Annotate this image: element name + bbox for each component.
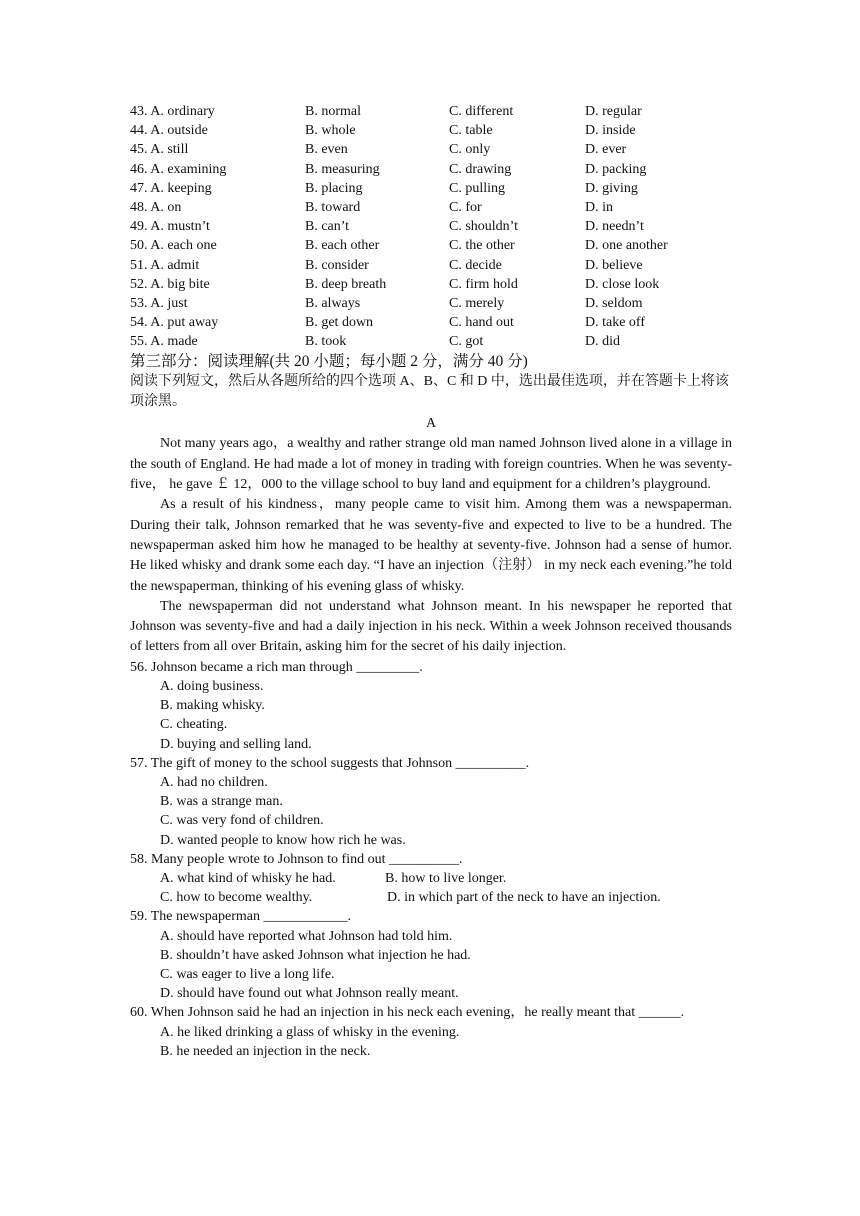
exam-page (130, 102, 732, 1061)
cloze-row-45 (130, 140, 732, 159)
passage-paragraph: As a result of his kindness，many people came to visit him. Among them was a newspaperman. During their talk, Johnson remarked that he was seventy-five and expected to live to be a hundred. The newspaperman asked him how he managed to be healthy at seventy-five. Johnson had a sense of humor. He liked whisky and drank some each day. “I have an injection（注射） in my neck each evening.”he told the newspaperman, thinking of his evening glass of whisky. (130, 497, 732, 594)
option-d: D. in which part of the neck to have an injection. (387, 890, 661, 906)
question-60 (130, 1003, 732, 1061)
option-b: B. even (305, 142, 348, 158)
question-stem: 56. Johnson became a rich man through _________. (130, 659, 423, 675)
option-c: C. decide (449, 257, 502, 273)
option-b: B. took (305, 334, 347, 350)
option-a: A. what kind of whisky he had. (160, 870, 336, 886)
option-d: D. ever (585, 142, 627, 158)
option-b: B. whole (305, 123, 356, 139)
option-b: B. was a strange man. (160, 794, 283, 810)
option-a: 45. A. still (130, 142, 189, 158)
question-58 (130, 850, 732, 908)
cloze-row-53 (130, 294, 732, 313)
option-d: D. should have found out what Johnson really meant. (160, 986, 459, 1002)
option-a: 43. A. ordinary (130, 104, 215, 119)
option-a: 44. A. outside (130, 123, 208, 139)
option-d: D. seldom (585, 295, 643, 311)
option-d: D. buying and selling land. (160, 736, 312, 752)
option-c: C. cheating. (160, 717, 228, 733)
option-c: C. pulling (449, 180, 506, 196)
option-c: C. got (449, 334, 484, 350)
option-b: B. always (305, 295, 361, 311)
cloze-row-44 (130, 121, 732, 140)
section-directions: 阅读下列短文，然后从各题所给的四个选项 A、B、C 和 D 中，选出最佳选项，并在答题卡上将该项涂黑。 (130, 374, 729, 410)
option-b: B. consider (305, 257, 369, 273)
option-b: B. get down (305, 315, 374, 331)
passage-paragraph: Not many years ago，a wealthy and rather strange old man named Johnson lived alone in a village in the south of England. He had made a lot of money in trading with foreign countries. When he was seventy-five， he gave ￡ 12，000 to the village school to buy land and equipment for a children’s playground. (130, 436, 732, 493)
cloze-options (130, 102, 732, 351)
option-c: C. merely (449, 295, 505, 311)
option-d: D. regular (585, 104, 642, 119)
option-a: 48. A. on (130, 199, 182, 215)
option-d: D. inside (585, 123, 636, 139)
option-b: B. normal (305, 104, 361, 119)
option-a: A. should have reported what Johnson had told him. (160, 928, 453, 944)
option-b: B. how to live longer. (385, 870, 507, 886)
passage-label: A (425, 416, 437, 432)
question-57 (130, 754, 732, 850)
option-c: C. drawing (449, 161, 512, 177)
cloze-row-54 (130, 313, 732, 332)
option-d: D. one another (585, 238, 668, 254)
option-a: 55. A. made (130, 334, 198, 350)
cloze-row-48 (130, 198, 732, 217)
section-title: 第三部分：阅读理解(共 20 小题；每小题 2 分，满分 40 分) (130, 353, 528, 371)
option-d: D. close look (585, 276, 660, 292)
question-stem: 59. The newspaperman ____________. (130, 909, 351, 925)
option-b: B. he needed an injection in the neck. (160, 1043, 371, 1059)
option-c: C. only (449, 142, 491, 158)
option-d: D. in (585, 199, 613, 215)
option-a: A. he liked drinking a glass of whisky in the evening. (160, 1024, 460, 1040)
option-c: C. how to become wealthy. (160, 890, 313, 906)
question-59 (130, 907, 732, 1003)
option-c: C. hand out (449, 315, 514, 331)
option-b: B. measuring (305, 161, 380, 177)
cloze-row-49 (130, 217, 732, 236)
option-d: D. did (585, 334, 620, 350)
question-56 (130, 658, 732, 754)
option-a: 53. A. just (130, 295, 188, 311)
option-d: D. believe (585, 257, 643, 273)
option-d: D. wanted people to know how rich he was. (160, 832, 406, 848)
option-row (130, 888, 732, 907)
question-stem: 57. The gift of money to the school suggests that Johnson __________. (130, 755, 530, 771)
cloze-row-52 (130, 275, 732, 294)
option-c: C. shouldn’t (449, 219, 518, 235)
option-d: D. needn’t (585, 219, 644, 235)
option-a: 49. A. mustn’t (130, 219, 210, 235)
cloze-row-47 (130, 179, 732, 198)
option-c: C. firm hold (449, 276, 518, 292)
cloze-row-51 (130, 256, 732, 275)
option-d: D. take off (585, 315, 645, 331)
cloze-row-43 (130, 102, 732, 121)
option-b: B. shouldn’t have asked Johnson what injection he had. (160, 947, 471, 963)
question-stem: 60. When Johnson said he had an injection in his neck each evening，he really meant that ______. (130, 1005, 685, 1021)
option-c: C. was eager to live a long life. (160, 966, 335, 982)
option-a: 51. A. admit (130, 257, 200, 273)
option-row (130, 869, 732, 888)
option-d: D. packing (585, 161, 647, 177)
option-a: A. doing business. (160, 678, 264, 694)
option-b: B. placing (305, 180, 363, 196)
option-c: C. for (449, 199, 482, 215)
option-a: 50. A. each one (130, 238, 217, 254)
option-c: C. the other (449, 238, 515, 254)
cloze-row-55 (130, 332, 732, 351)
option-a: 46. A. examining (130, 161, 227, 177)
option-a: 52. A. big bite (130, 276, 210, 292)
option-c: C. different (449, 104, 514, 119)
option-b: B. can’t (305, 219, 350, 235)
option-b: B. deep breath (305, 276, 387, 292)
cloze-row-46 (130, 160, 732, 179)
option-c: C. table (449, 123, 493, 139)
question-stem: 58. Many people wrote to Johnson to find out __________. (130, 851, 463, 867)
option-a: A. had no children. (160, 774, 268, 790)
option-b: B. each other (305, 238, 380, 254)
passage-paragraph: The newspaperman did not understand what Johnson meant. In his newspaper he reported that Johnson was seventy-five and had a daily injection in his neck. Within a week Johnson received thousands of letters from all over Britain, asking him for the secret of his daily injection. (130, 598, 732, 655)
option-a: 54. A. put away (130, 315, 219, 331)
option-b: B. making whisky. (160, 698, 265, 714)
option-c: C. was very fond of children. (160, 813, 324, 829)
cloze-row-50 (130, 236, 732, 255)
option-d: D. giving (585, 180, 638, 196)
option-b: B. toward (305, 199, 361, 215)
option-a: 47. A. keeping (130, 180, 212, 196)
